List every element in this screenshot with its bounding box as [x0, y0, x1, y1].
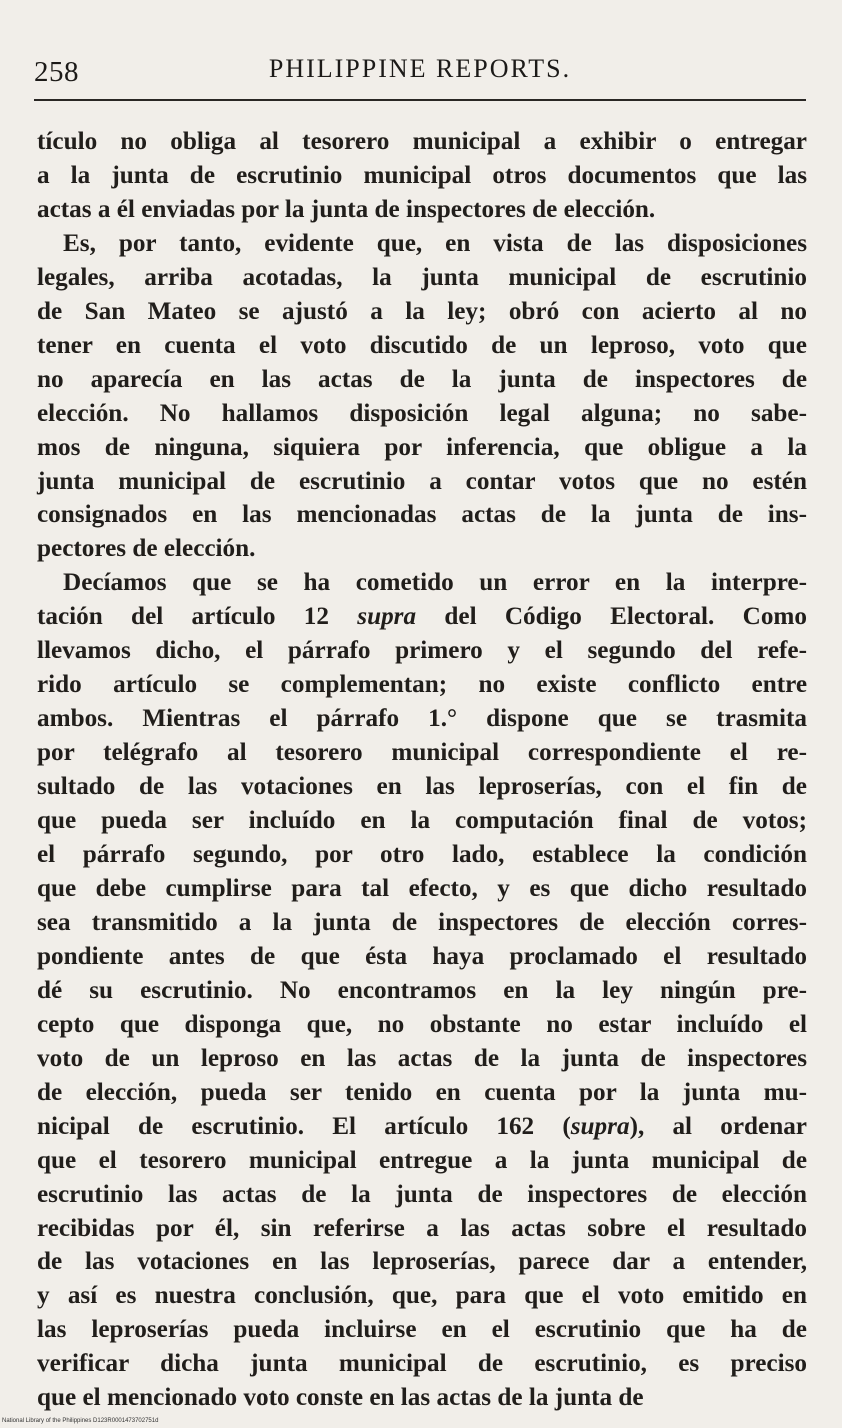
text-line: el párrafo segundo, por otro lado, establece la condición: [37, 841, 807, 869]
text-line: y así es nuestra conclusión, que, para que el voto emitido en: [37, 1282, 807, 1310]
text-line: por telégrafo al tesorero municipal correspondiente el re-: [37, 739, 807, 767]
text-line: pondiente antes de que ésta haya proclamado el resultado: [37, 942, 807, 970]
header-rule: [34, 99, 806, 101]
text-line: elección. No hallamos disposición legal alguna; no sabe-: [37, 399, 807, 427]
text-line: cepto que disponga que, no obstante no estar incluído el: [37, 1010, 807, 1038]
paragraph: [37, 125, 807, 227]
text-line: sultado de las votaciones en las leproserías, con el fin de: [37, 773, 807, 801]
page-number: 258: [34, 56, 79, 88]
text-line: de San Mateo se ajustó a la ley; obró con acierto al no: [37, 297, 807, 325]
text-line: nicipal de escrutinio. El artículo 162 (supra), al ordenar: [37, 1112, 807, 1140]
text-line: escrutinio las actas de la junta de inspectores de elección: [37, 1180, 807, 1208]
paragraph: [37, 227, 807, 567]
text-line: tener en cuenta el voto discutido de un leproso, voto que: [37, 331, 807, 359]
text-line: tación del artículo 12 supra del Código Electoral. Como: [37, 603, 807, 631]
text-line: sea transmitido a la junta de inspectores de elección corres-: [37, 908, 807, 936]
text-line: pectores de elección.: [37, 535, 256, 563]
page-header: [34, 52, 806, 96]
text-line: Decíamos que se ha cometido un error en la interpre-: [63, 569, 807, 597]
text-line: que el tesorero municipal entregue a la junta municipal de: [37, 1146, 807, 1174]
text-line: a la junta de escrutinio municipal otros documentos que las: [37, 161, 807, 189]
text-line: rido artículo se complementan; no existe conflicto entre: [37, 671, 807, 699]
text-line: mos de ninguna, siquiera por inferencia, que obligue a la: [37, 433, 807, 461]
text-line: que pueda ser incluído en la computación final de votos;: [37, 807, 807, 835]
text-line: verificar dicha junta municipal de escrutinio, es preciso: [37, 1350, 807, 1378]
text-line: tículo no obliga al tesorero municipal a exhibir o entregar: [37, 128, 807, 155]
text-line: actas a él enviadas por la junta de inspectores de elección.: [37, 195, 656, 223]
text-line: dé su escrutinio. No encontramos en la ley ningún pre-: [37, 976, 807, 1004]
scan-credit: National Library of the Philippines D123R0001473702751d: [2, 1418, 159, 1424]
text-line: que el mencionado voto conste en las actas de la junta de: [37, 1384, 644, 1412]
text-line: legales, arriba acotadas, la junta municipal de escrutinio: [37, 263, 807, 291]
running-title: PHILIPPINE REPORTS.: [268, 54, 572, 83]
text-line: no aparecía en las actas de la junta de inspectores de: [37, 365, 807, 393]
body-text: [37, 125, 807, 1415]
text-line: consignados en las mencionadas actas de la junta de ins-: [37, 501, 807, 529]
text-line: junta municipal de escrutinio a contar votos que no estén: [37, 467, 807, 495]
text-line: de las votaciones en las leproserías, parece dar a entender,: [37, 1248, 807, 1276]
text-line: ambos. Mientras el párrafo 1.° dispone que se trasmita: [37, 705, 807, 733]
text-line: las leproserías pueda incluirse en el escrutinio que ha de: [37, 1316, 807, 1344]
text-line: voto de un leproso en las actas de la junta de inspectores: [37, 1044, 807, 1072]
text-line: de elección, pueda ser tenido en cuenta por la junta mu-: [37, 1078, 807, 1106]
paragraph: [37, 566, 807, 1415]
text-line: recibidas por él, sin referirse a las actas sobre el resultado: [37, 1214, 807, 1242]
text-line: Es, por tanto, evidente que, en vista de las disposiciones: [63, 229, 807, 257]
text-line: llevamos dicho, el párrafo primero y el segundo del refe-: [37, 637, 807, 665]
text-line: que debe cumplirse para tal efecto, y es que dicho resultado: [37, 874, 807, 902]
